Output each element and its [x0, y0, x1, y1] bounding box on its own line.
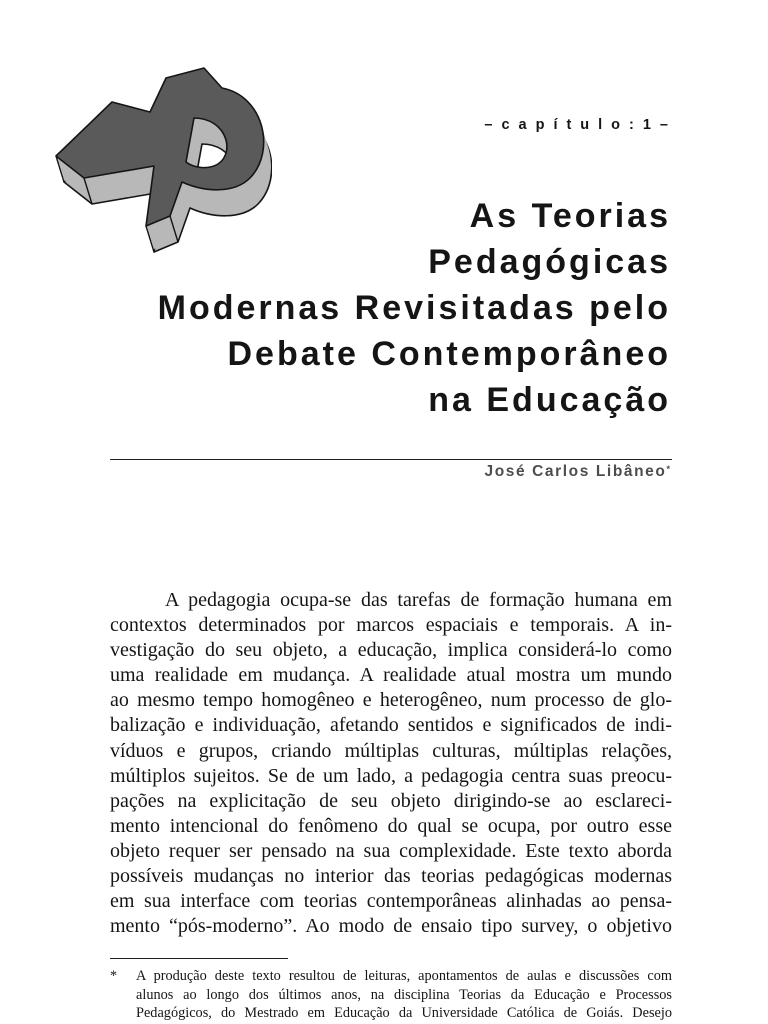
footnote-marker: *	[110, 968, 118, 984]
title-divider	[110, 459, 672, 460]
title-line: Modernas Revisitadas pelo	[157, 289, 671, 327]
body-line: objeto requer ser pensado na sua complexidade. Este texto aborda	[110, 839, 672, 862]
body-line: contextos determinados por marcos espaciais e temporais. A in-	[110, 614, 672, 637]
body-line: vestigação do seu objeto, a educação, implica considerá-lo como	[110, 639, 672, 662]
body-line: víduos e grupos, criando múltiplas culturas, múltiplas relações,	[110, 739, 672, 762]
title-line: As Teorias	[469, 197, 671, 235]
chapter-label: –capítulo:1–	[484, 117, 677, 133]
body-line: uma realidade em mudança. A realidade atual mostra um mundo	[110, 664, 672, 687]
body-line: balização e individuação, afetando sentidos e significados de indi-	[110, 714, 672, 737]
title-line: na Educação	[428, 381, 671, 419]
body-line: possíveis mudanças no interior das teorias pedagógicas modernas	[110, 865, 672, 888]
body-paragraph	[110, 588, 672, 939]
footnote	[136, 967, 672, 1023]
author-footnote-marker: *	[666, 464, 670, 474]
title-line: Pedagógicas	[428, 243, 671, 281]
body-line: em sua interface com teorias contemporâneas alinhadas ao pensa-	[110, 890, 672, 913]
body-line: A pedagogia ocupa-se das tarefas de formação humana em	[165, 589, 672, 611]
author-byline	[484, 462, 670, 482]
footnote-separator	[110, 958, 288, 959]
body-line: mento intencional do fenômeno do qual se ocupa, por outro esse	[110, 814, 672, 837]
footnote-line: alunos ao longo dos últimos anos, na disciplina Teorias da Educação e Processos	[136, 986, 672, 1003]
body-line: mento “pós-moderno”. Ao modo de ensaio tipo survey, o objetivo	[110, 915, 672, 938]
footnote-line: Pedagógicos, do Mestrado em Educação da Universidade Católica de Goiás. Desejo	[136, 1005, 672, 1021]
author-name: José Carlos Libâneo	[484, 463, 667, 480]
footnote-line: A produção deste texto resultou de leituras, apontamentos de aulas e discussões com	[136, 968, 672, 984]
title-line: Debate Contemporâneo	[227, 335, 671, 373]
body-line: pações na explicitação de seu objeto dirigindo-se ao esclareci-	[110, 789, 672, 812]
body-line: ao mesmo tempo homogêneo e heterogêneo, num processo de glo-	[110, 689, 672, 712]
chapter-title	[100, 193, 671, 423]
body-line: múltiplos sujeitos. Se de um lado, a pedagogia centra suas preocu-	[110, 764, 672, 787]
